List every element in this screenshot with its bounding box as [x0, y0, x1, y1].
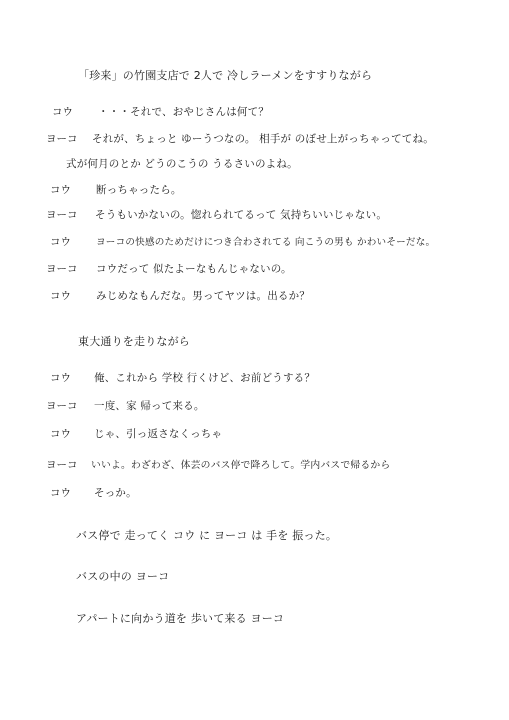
speaker-label: ヨーコ	[46, 133, 78, 145]
speaker-label: コウ	[50, 236, 71, 248]
speaker-label: ヨーコ	[46, 459, 78, 471]
speaker-label: コウ	[50, 184, 71, 196]
speaker-label: コウ	[50, 290, 71, 302]
dialogue-continuation: 式が何月のとか どうのこうの うるさいのよね。	[66, 158, 298, 170]
stage-direction: バス停で 走ってく コウ に ヨーコ は 手を 振った。	[76, 529, 338, 542]
dialogue-line: 一度、家 帰って来る。	[94, 400, 205, 412]
speaker-label: ヨーコ	[46, 400, 78, 412]
dialogue-line: そっか。	[94, 487, 137, 499]
dialogue-line: 断っちゃったら。	[96, 184, 182, 196]
speaker-label: コウ	[50, 487, 71, 499]
scene-heading-2: 東大通りを走りながら	[78, 335, 190, 348]
dialogue-line: それが、ちょっと ゆーうつなの。 相手が のぼせ上がっちゃっててね。	[92, 133, 434, 145]
speaker-label: コウ	[50, 428, 71, 440]
dialogue-line: コウだって 似たよーなもんじゃないの。	[96, 263, 292, 275]
dialogue-line: そうもいかないの。惚れられてるって 気持ちいいじゃない。	[95, 209, 388, 221]
dialogue-line: 俺、これから 学校 行くけど、お前どうする？	[94, 372, 316, 384]
dialogue-line: ヨーコの快感のためだけにつき合わされてる 向こうの男も かわいそーだな。	[96, 237, 436, 248]
scene-heading-1: 「珍来」の竹園支店で 2人で 冷しラーメンをすすりながら	[78, 69, 373, 82]
dialogue-line: いいよ。わざわざ、体芸のバス停で降ろして。学内バスで帰るから	[91, 460, 391, 471]
dialogue-line: ・・・それで、おやじさんは何て？	[98, 106, 269, 118]
stage-direction: バスの中の ヨーコ	[76, 570, 170, 583]
dialogue-line: みじめなもんだな。男ってヤツは。出るか？	[96, 290, 310, 302]
dialogue-line: じゃ、引っ返さなくっちゃ	[94, 428, 223, 440]
speaker-label: ヨーコ	[46, 263, 78, 275]
speaker-label: ヨーコ	[46, 209, 78, 221]
speaker-label: コウ	[50, 372, 71, 384]
stage-direction: アパートに向かう道を 歩いて来る ヨーコ	[76, 612, 285, 625]
speaker-label: コウ	[52, 106, 73, 118]
